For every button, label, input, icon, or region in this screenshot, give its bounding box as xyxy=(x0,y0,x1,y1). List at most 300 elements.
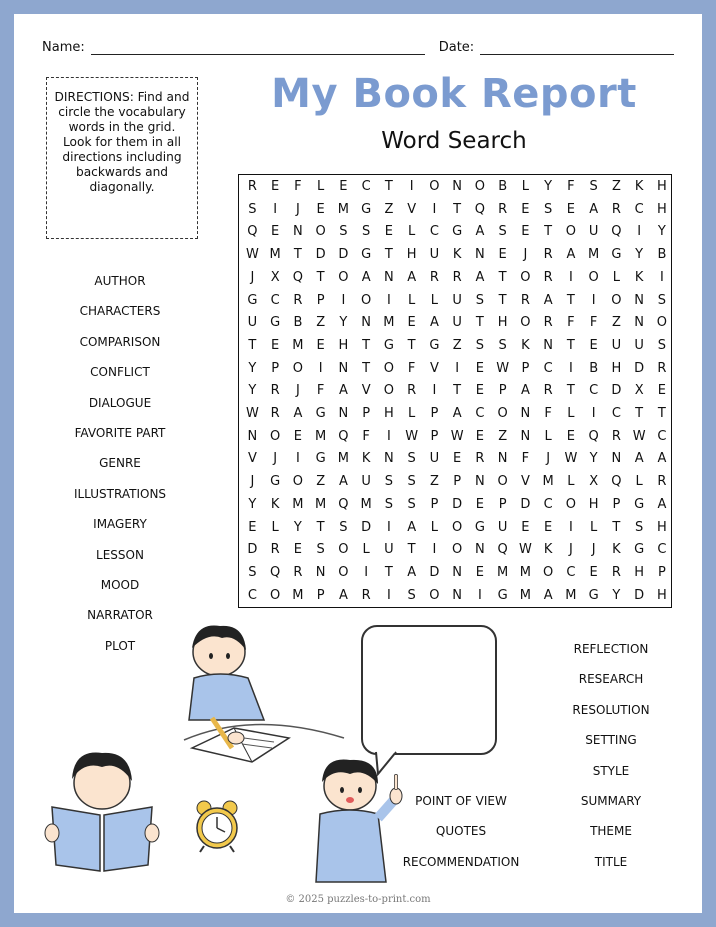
grid-letter[interactable]: O xyxy=(520,315,531,331)
grid-letter[interactable]: L xyxy=(544,428,552,444)
grid-letter[interactable]: O xyxy=(270,428,281,444)
grid-letter[interactable]: Q xyxy=(270,564,281,580)
grid-letter[interactable]: T xyxy=(384,564,393,580)
grid-letter[interactable]: O xyxy=(497,474,508,490)
grid-letter[interactable]: F xyxy=(407,360,416,376)
grid-letter[interactable]: F xyxy=(316,383,325,399)
grid-letter[interactable]: E xyxy=(589,564,598,580)
grid-letter[interactable]: T xyxy=(612,519,621,535)
grid-letter[interactable]: Q xyxy=(338,496,349,512)
grid-letter[interactable]: H xyxy=(588,496,599,512)
grid-letter[interactable]: I xyxy=(386,587,391,603)
grid-letter[interactable]: O xyxy=(543,564,554,580)
grid-letter[interactable]: N xyxy=(384,269,394,285)
grid-letter[interactable]: L xyxy=(408,224,416,240)
grid-letter[interactable]: E xyxy=(407,315,416,331)
grid-letter[interactable]: Z xyxy=(316,315,326,331)
grid-letter[interactable]: S xyxy=(407,496,416,512)
grid-letter[interactable]: L xyxy=(271,519,279,535)
grid-letter[interactable]: J xyxy=(546,451,551,467)
grid-letter[interactable]: R xyxy=(361,587,371,603)
grid-letter[interactable]: O xyxy=(383,360,395,376)
grid-letter[interactable]: L xyxy=(521,179,530,194)
grid-letter[interactable]: T xyxy=(362,360,371,376)
grid-letter[interactable]: L xyxy=(612,269,621,285)
grid-letter[interactable]: E xyxy=(475,496,484,512)
grid-letter[interactable]: C xyxy=(543,360,553,376)
grid-letter[interactable]: R xyxy=(475,451,485,467)
grid-letter[interactable]: U xyxy=(247,315,258,331)
grid-letter[interactable]: G xyxy=(361,247,372,263)
grid-letter[interactable]: I xyxy=(432,542,437,558)
grid-letter[interactable]: G xyxy=(634,496,645,512)
grid-letter[interactable]: M xyxy=(292,587,304,603)
grid-letter[interactable]: S xyxy=(407,474,416,490)
grid-letter[interactable]: N xyxy=(634,292,645,308)
grid-letter[interactable]: O xyxy=(520,269,531,285)
grid-letter[interactable]: T xyxy=(407,542,416,558)
grid-letter[interactable]: Z xyxy=(429,474,439,490)
grid-letter[interactable]: A xyxy=(338,474,348,490)
grid-letter[interactable]: D xyxy=(520,496,531,512)
grid-letter[interactable]: A xyxy=(634,451,644,467)
grid-letter[interactable]: A xyxy=(475,269,485,285)
grid-letter[interactable]: O xyxy=(383,383,395,399)
grid-letter[interactable]: E xyxy=(521,201,530,217)
grid-letter[interactable]: U xyxy=(384,542,394,558)
grid-letter[interactable]: I xyxy=(409,179,414,194)
grid-letter[interactable]: U xyxy=(452,292,462,308)
grid-letter[interactable]: A xyxy=(361,269,371,285)
grid-letter[interactable]: G xyxy=(429,337,440,353)
grid-letter[interactable]: G xyxy=(315,406,326,421)
grid-letter[interactable]: O xyxy=(565,224,577,240)
grid-letter[interactable]: E xyxy=(293,428,302,444)
grid-letter[interactable]: R xyxy=(293,292,303,308)
grid-letter[interactable]: N xyxy=(520,406,531,421)
grid-letter[interactable]: R xyxy=(270,542,280,558)
grid-letter[interactable]: E xyxy=(248,519,257,535)
grid-letter[interactable]: Q xyxy=(474,201,486,217)
grid-letter[interactable]: T xyxy=(566,292,575,308)
grid-letter[interactable]: I xyxy=(432,201,437,217)
grid-letter[interactable]: L xyxy=(408,406,416,421)
grid-letter[interactable]: Y xyxy=(248,496,257,512)
grid-letter[interactable]: W xyxy=(245,406,259,421)
grid-letter[interactable]: G xyxy=(634,542,645,558)
grid-letter[interactable]: R xyxy=(407,383,417,399)
grid-letter[interactable]: U xyxy=(452,315,462,331)
grid-letter[interactable]: A xyxy=(543,292,553,308)
grid-letter[interactable]: D xyxy=(429,564,440,580)
grid-letter[interactable]: E xyxy=(271,337,280,353)
grid-letter[interactable]: I xyxy=(386,519,391,535)
grid-letter[interactable]: T xyxy=(544,224,553,240)
grid-letter[interactable]: A xyxy=(589,201,599,217)
grid-letter[interactable]: P xyxy=(498,383,507,399)
grid-letter[interactable]: Z xyxy=(498,428,508,444)
grid-letter[interactable]: O xyxy=(656,315,668,331)
grid-letter[interactable]: E xyxy=(521,224,530,240)
grid-letter[interactable]: F xyxy=(521,451,530,467)
grid-letter[interactable]: R xyxy=(611,201,621,217)
grid-letter[interactable]: R xyxy=(543,269,553,285)
grid-letter[interactable]: N xyxy=(293,224,303,240)
grid-letter[interactable]: T xyxy=(362,337,371,353)
grid-letter[interactable]: G xyxy=(452,224,463,240)
grid-letter[interactable]: U xyxy=(361,474,371,490)
grid-letter[interactable]: Z xyxy=(384,201,394,217)
grid-letter[interactable]: T xyxy=(453,201,462,217)
grid-letter[interactable]: Y xyxy=(589,451,598,467)
grid-letter[interactable]: O xyxy=(588,269,599,285)
grid-letter[interactable]: R xyxy=(657,474,667,490)
grid-letter[interactable]: P xyxy=(362,406,371,421)
grid-letter[interactable]: H xyxy=(406,247,417,263)
grid-letter[interactable]: E xyxy=(544,519,553,535)
grid-letter[interactable]: S xyxy=(635,519,644,535)
grid-letter[interactable]: C xyxy=(634,201,644,217)
grid-letter[interactable]: U xyxy=(429,451,440,467)
grid-letter[interactable]: O xyxy=(338,542,349,558)
grid-letter[interactable]: P xyxy=(271,360,280,376)
grid-letter[interactable]: A xyxy=(429,315,439,331)
grid-letter[interactable]: S xyxy=(544,201,553,217)
grid-letter[interactable]: F xyxy=(589,315,598,331)
grid-letter[interactable]: O xyxy=(452,519,463,535)
grid-letter[interactable]: K xyxy=(361,451,371,467)
grid-letter[interactable]: P xyxy=(657,564,666,580)
grid-letter[interactable]: I xyxy=(318,360,323,376)
grid-letter[interactable]: P xyxy=(316,292,325,308)
grid-letter[interactable]: I xyxy=(591,292,596,308)
grid-letter[interactable]: L xyxy=(408,292,416,308)
grid-letter[interactable]: N xyxy=(452,564,463,580)
grid-letter[interactable]: Q xyxy=(588,428,599,444)
grid-letter[interactable]: S xyxy=(657,292,667,308)
grid-letter[interactable]: Y xyxy=(339,315,348,331)
grid-letter[interactable]: X xyxy=(270,269,280,285)
grid-letter[interactable]: T xyxy=(657,406,666,421)
grid-letter[interactable]: H xyxy=(384,406,394,421)
grid-letter[interactable]: I xyxy=(659,269,664,285)
grid-letter[interactable]: C xyxy=(543,496,553,512)
grid-letter[interactable]: M xyxy=(292,337,304,353)
grid-letter[interactable]: E xyxy=(475,428,484,444)
grid-letter[interactable]: W xyxy=(245,247,259,263)
grid-letter[interactable]: H xyxy=(497,315,508,331)
grid-letter[interactable]: O xyxy=(497,406,508,421)
grid-letter[interactable]: P xyxy=(430,496,439,512)
grid-letter[interactable]: T xyxy=(248,337,257,353)
grid-letter[interactable]: S xyxy=(498,337,507,353)
grid-letter[interactable]: I xyxy=(591,406,596,421)
grid-letter[interactable]: C xyxy=(657,428,667,444)
grid-letter[interactable]: D xyxy=(361,519,372,535)
grid-letter[interactable]: V xyxy=(247,451,257,467)
grid-letter[interactable]: K xyxy=(452,247,462,263)
grid-letter[interactable]: C xyxy=(611,406,621,421)
grid-letter[interactable]: V xyxy=(429,360,439,376)
grid-letter[interactable]: I xyxy=(477,587,482,603)
grid-letter[interactable]: Z xyxy=(611,315,621,331)
grid-letter[interactable]: M xyxy=(315,496,327,512)
grid-letter[interactable]: T xyxy=(635,406,644,421)
grid-letter[interactable]: P xyxy=(430,428,439,444)
grid-letter[interactable]: E xyxy=(316,201,325,217)
grid-letter[interactable]: K xyxy=(634,269,644,285)
grid-letter[interactable]: R xyxy=(247,179,257,194)
grid-letter[interactable]: L xyxy=(635,474,643,490)
grid-letter[interactable]: K xyxy=(543,542,553,558)
grid-letter[interactable]: N xyxy=(475,474,485,490)
grid-letter[interactable]: P xyxy=(521,360,530,376)
grid-letter[interactable]: M xyxy=(542,474,554,490)
grid-letter[interactable]: T xyxy=(316,519,325,535)
grid-letter[interactable]: R xyxy=(498,201,508,217)
grid-letter[interactable]: I xyxy=(364,564,369,580)
grid-letter[interactable]: T xyxy=(453,383,462,399)
grid-letter[interactable]: J xyxy=(250,474,255,490)
grid-letter[interactable]: S xyxy=(384,496,394,512)
grid-letter[interactable]: A xyxy=(657,496,667,512)
grid-letter[interactable]: T xyxy=(566,383,575,399)
grid-letter[interactable]: I xyxy=(568,519,573,535)
grid-letter[interactable]: R xyxy=(452,269,462,285)
grid-letter[interactable]: O xyxy=(292,360,304,376)
grid-letter[interactable]: M xyxy=(565,587,577,603)
grid-letter[interactable]: N xyxy=(634,315,645,331)
grid-letter[interactable]: N xyxy=(475,542,485,558)
grid-letter[interactable]: T xyxy=(566,337,575,353)
grid-letter[interactable]: T xyxy=(384,247,393,263)
grid-letter[interactable]: T xyxy=(407,337,416,353)
grid-letter[interactable]: D xyxy=(634,587,645,603)
grid-letter[interactable]: I xyxy=(273,201,278,217)
grid-letter[interactable]: S xyxy=(316,542,325,558)
grid-letter[interactable]: M xyxy=(269,247,281,263)
grid-letter[interactable]: J xyxy=(250,269,255,285)
grid-letter[interactable]: J xyxy=(295,383,300,399)
grid-letter[interactable]: O xyxy=(474,179,486,194)
grid-letter[interactable]: F xyxy=(567,179,575,194)
grid-letter[interactable]: H xyxy=(657,179,667,194)
name-line[interactable] xyxy=(91,40,425,55)
grid-letter[interactable]: W xyxy=(632,428,646,444)
grid-letter[interactable]: K xyxy=(612,542,621,558)
grid-letter[interactable]: D xyxy=(611,383,622,399)
grid-letter[interactable]: W xyxy=(450,428,464,444)
grid-letter[interactable]: O xyxy=(565,496,577,512)
grid-letter[interactable]: J xyxy=(295,201,300,217)
grid-letter[interactable]: P xyxy=(612,496,621,512)
grid-letter[interactable]: N xyxy=(475,247,485,263)
grid-letter[interactable]: M xyxy=(337,451,349,467)
grid-letter[interactable]: A xyxy=(407,519,417,535)
grid-letter[interactable]: G xyxy=(474,519,485,535)
grid-letter[interactable]: L xyxy=(430,292,439,308)
grid-letter[interactable]: S xyxy=(475,292,485,308)
grid-letter[interactable]: A xyxy=(293,406,303,421)
grid-letter[interactable]: G xyxy=(315,451,326,467)
grid-letter[interactable]: S xyxy=(248,564,257,580)
grid-letter[interactable]: O xyxy=(611,292,622,308)
grid-letter[interactable]: B xyxy=(589,360,599,376)
grid-letter[interactable]: M xyxy=(497,564,509,580)
grid-letter[interactable]: C xyxy=(566,564,576,580)
grid-letter[interactable]: C xyxy=(270,292,280,308)
grid-letter[interactable]: Y xyxy=(657,224,666,240)
grid-letter[interactable]: N xyxy=(543,337,554,353)
word-search-grid[interactable] xyxy=(238,174,672,608)
grid-letter[interactable]: G xyxy=(383,337,394,353)
grid-letter[interactable]: M xyxy=(292,496,304,512)
grid-letter[interactable]: S xyxy=(657,337,667,353)
grid-letter[interactable]: S xyxy=(248,201,257,217)
grid-letter[interactable]: Z xyxy=(611,179,621,194)
grid-letter[interactable]: S xyxy=(339,224,348,240)
grid-letter[interactable]: V xyxy=(407,201,417,217)
grid-letter[interactable]: N xyxy=(497,451,508,467)
grid-letter[interactable]: U xyxy=(588,224,599,240)
grid-letter[interactable]: U xyxy=(497,519,508,535)
grid-letter[interactable]: I xyxy=(295,451,300,467)
grid-letter[interactable]: L xyxy=(567,406,575,421)
grid-letter[interactable]: P xyxy=(316,587,325,603)
grid-letter[interactable]: E xyxy=(566,428,575,444)
grid-letter[interactable]: H xyxy=(657,201,667,217)
grid-letter[interactable]: F xyxy=(567,315,575,331)
grid-letter[interactable]: C xyxy=(247,587,257,603)
grid-letter[interactable]: C xyxy=(475,406,485,421)
grid-letter[interactable]: U xyxy=(611,337,622,353)
grid-letter[interactable]: E xyxy=(453,451,462,467)
grid-letter[interactable]: Q xyxy=(292,269,304,285)
grid-letter[interactable]: V xyxy=(361,383,371,399)
grid-letter[interactable]: E xyxy=(339,179,348,194)
grid-letter[interactable]: E xyxy=(498,247,507,263)
grid-letter[interactable]: J xyxy=(523,247,528,263)
grid-letter[interactable]: O xyxy=(429,587,440,603)
grid-letter[interactable]: U xyxy=(429,247,440,263)
grid-letter[interactable]: E xyxy=(566,201,575,217)
grid-letter[interactable]: K xyxy=(270,496,280,512)
grid-letter[interactable]: S xyxy=(475,337,485,353)
grid-letter[interactable]: L xyxy=(590,519,598,535)
grid-letter[interactable]: T xyxy=(498,269,507,285)
grid-letter[interactable]: Q xyxy=(611,224,622,240)
grid-letter[interactable]: P xyxy=(430,406,439,421)
grid-letter[interactable]: E xyxy=(293,542,302,558)
grid-letter[interactable]: I xyxy=(568,269,573,285)
grid-letter[interactable]: I xyxy=(432,383,437,399)
grid-letter[interactable]: M xyxy=(360,496,372,512)
grid-letter[interactable]: N xyxy=(361,315,372,331)
grid-letter[interactable]: I xyxy=(386,292,391,308)
grid-letter[interactable]: L xyxy=(430,519,439,535)
grid-letter[interactable]: J xyxy=(591,542,596,558)
grid-letter[interactable]: P xyxy=(498,496,507,512)
grid-letter[interactable]: O xyxy=(270,587,281,603)
grid-letter[interactable]: Y xyxy=(612,587,621,603)
grid-letter[interactable]: Y xyxy=(248,360,257,376)
grid-letter[interactable]: L xyxy=(317,179,325,194)
grid-letter[interactable]: S xyxy=(407,451,416,467)
grid-letter[interactable]: M xyxy=(588,247,600,263)
grid-letter[interactable]: E xyxy=(475,383,484,399)
grid-letter[interactable]: H xyxy=(611,360,622,376)
grid-letter[interactable]: P xyxy=(453,474,462,490)
grid-letter[interactable]: N xyxy=(247,428,258,444)
grid-letter[interactable]: R xyxy=(293,564,303,580)
grid-letter[interactable]: I xyxy=(455,360,460,376)
grid-letter[interactable]: J xyxy=(568,542,573,558)
grid-letter[interactable]: I xyxy=(568,360,573,376)
grid-letter[interactable]: N xyxy=(315,564,326,580)
grid-letter[interactable]: J xyxy=(273,451,278,467)
grid-letter[interactable]: G xyxy=(361,201,372,217)
grid-letter[interactable]: S xyxy=(407,587,416,603)
grid-letter[interactable]: D xyxy=(338,247,349,263)
grid-letter[interactable]: C xyxy=(589,383,599,399)
grid-letter[interactable]: I xyxy=(341,292,346,308)
grid-letter[interactable]: N xyxy=(338,406,349,421)
grid-letter[interactable]: E xyxy=(384,224,393,240)
grid-letter[interactable]: N xyxy=(520,428,531,444)
grid-letter[interactable]: I xyxy=(637,224,642,240)
grid-letter[interactable]: R xyxy=(657,360,667,376)
grid-letter[interactable]: I xyxy=(386,428,391,444)
date-line[interactable] xyxy=(480,40,674,55)
grid-letter[interactable]: E xyxy=(271,224,280,240)
grid-letter[interactable]: A xyxy=(338,587,348,603)
grid-letter[interactable]: Q xyxy=(497,542,508,558)
grid-letter[interactable]: Y xyxy=(544,179,553,194)
grid-letter[interactable]: M xyxy=(383,315,395,331)
grid-letter[interactable]: K xyxy=(634,179,644,194)
grid-letter[interactable]: A xyxy=(520,383,530,399)
grid-letter[interactable]: H xyxy=(657,587,667,603)
grid-letter[interactable]: R xyxy=(543,247,553,263)
grid-letter[interactable]: M xyxy=(337,201,349,217)
grid-letter[interactable]: H xyxy=(338,337,349,353)
grid-letter[interactable]: W xyxy=(518,542,532,558)
grid-letter[interactable]: O xyxy=(292,474,304,490)
grid-letter[interactable]: D xyxy=(452,496,463,512)
grid-letter[interactable]: X xyxy=(634,383,644,399)
grid-letter[interactable]: R xyxy=(270,406,280,421)
grid-letter[interactable]: O xyxy=(452,542,463,558)
grid-letter[interactable]: B xyxy=(293,315,303,331)
grid-letter[interactable]: E xyxy=(271,179,280,194)
grid-letter[interactable]: O xyxy=(315,224,326,240)
grid-letter[interactable]: B xyxy=(657,247,667,263)
grid-letter[interactable]: M xyxy=(519,587,531,603)
grid-letter[interactable]: W xyxy=(405,428,419,444)
grid-letter[interactable]: A xyxy=(338,383,348,399)
grid-letter[interactable]: O xyxy=(338,564,349,580)
grid-letter[interactable]: Y xyxy=(293,519,302,535)
grid-letter[interactable]: C xyxy=(429,224,439,240)
grid-letter[interactable]: M xyxy=(519,564,531,580)
grid-letter[interactable]: Y xyxy=(635,247,644,263)
grid-letter[interactable]: Q xyxy=(338,428,349,444)
grid-letter[interactable]: F xyxy=(294,179,302,194)
grid-letter[interactable]: O xyxy=(429,179,440,194)
grid-letter[interactable]: T xyxy=(475,315,484,331)
grid-letter[interactable]: D xyxy=(247,542,258,558)
grid-letter[interactable]: A xyxy=(543,587,553,603)
